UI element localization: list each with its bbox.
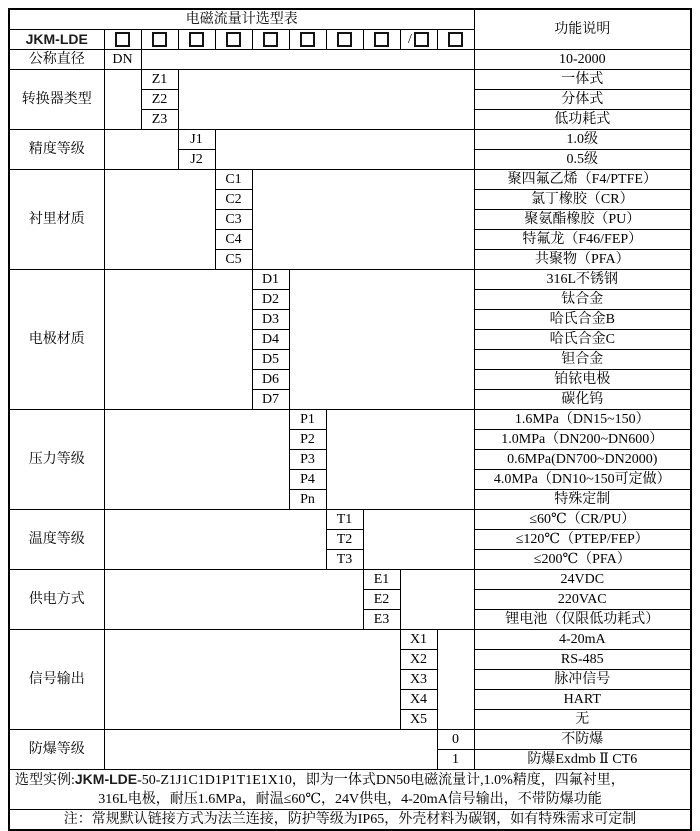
function-header: 功能说明: [474, 9, 691, 50]
filler-cell: [104, 630, 400, 730]
selection-example-line1: [10, 770, 690, 790]
code-box-cell-3: [178, 30, 215, 50]
code-cell: J2: [178, 150, 215, 170]
table-title: 电磁流量计选型表: [9, 9, 474, 30]
filler-cell: [104, 570, 363, 630]
code-box-cell-8: [363, 30, 400, 50]
code-cell: X1: [400, 630, 437, 650]
code-cell: P3: [289, 450, 326, 470]
filler-cell: [215, 130, 474, 170]
code-cell: D6: [252, 370, 289, 390]
code-cell: 0: [437, 730, 474, 750]
model-code-checkbox-2[interactable]: [152, 32, 167, 47]
value-cell: HART: [474, 690, 691, 710]
value-cell: 无: [474, 710, 691, 730]
code-cell: E1: [363, 570, 400, 590]
category-accuracy-class: 精度等级: [9, 130, 104, 170]
value-cell: 4-20mA: [474, 630, 691, 650]
model-code-checkbox-10[interactable]: [448, 32, 463, 47]
code-cell: 1: [437, 750, 474, 770]
code-cell: D3: [252, 310, 289, 330]
model-prefix: JKM-LDE: [9, 30, 104, 50]
code-cell: P2: [289, 430, 326, 450]
code-cell: D4: [252, 330, 289, 350]
code-cell: T2: [326, 530, 363, 550]
code-cell: Z2: [141, 90, 178, 110]
value-cell: 1.6MPa（DN15~150）: [474, 410, 691, 430]
filler-cell: [104, 70, 141, 130]
category-transducer-type: 转换器类型: [9, 70, 104, 130]
code-box-cell-10: [437, 30, 474, 50]
filler-cell: [437, 630, 474, 730]
value-cell: 1.0MPa（DN200~DN600）: [474, 430, 691, 450]
value-cell: 铂铱电极: [474, 370, 691, 390]
category-temperature-class: 温度等级: [9, 510, 104, 570]
value-cell: ≤120℃（PTEP/FEP）: [474, 530, 691, 550]
code-cell: C5: [215, 250, 252, 270]
value-cell: 24VDC: [474, 570, 691, 590]
value-cell: 特氟龙（F46/FEP）: [474, 230, 691, 250]
value-cell: 钛合金: [474, 290, 691, 310]
filler-cell: [400, 570, 474, 630]
value-cell: 4.0MPa（DN10~150可定做）: [474, 470, 691, 490]
code-cell: C3: [215, 210, 252, 230]
value-cell: 防爆Exdmb Ⅱ CT6: [474, 750, 691, 770]
code-box-cell-4: [215, 30, 252, 50]
category-power-supply: 供电方式: [9, 570, 104, 630]
filler-cell: [141, 50, 474, 70]
value-cell: RS-485: [474, 650, 691, 670]
category-pressure-class: 压力等级: [9, 410, 104, 510]
value-cell-dn: 10-2000: [474, 50, 691, 70]
value-cell: 氯丁橡胶（CR）: [474, 190, 691, 210]
value-cell: 哈氏合金C: [474, 330, 691, 350]
model-code-checkbox-7[interactable]: [337, 32, 352, 47]
selection-example: [9, 770, 691, 810]
filler-cell: [104, 270, 252, 410]
category-nominal-diameter: 公称直径: [9, 50, 104, 70]
code-cell: Z3: [141, 110, 178, 130]
code-box-cell-9: [400, 30, 437, 50]
code-cell: D7: [252, 390, 289, 410]
code-box-cell-6: [289, 30, 326, 50]
category-signal-output: 信号输出: [9, 630, 104, 730]
value-cell: 不防爆: [474, 730, 691, 750]
example-line1-rest: -50-Z1J1C1D1P1T1E1X10，即为一体式DN50电磁流量计,1.0%精度，四氟衬里，: [137, 773, 625, 789]
value-cell: 钽合金: [474, 350, 691, 370]
value-cell: 低功耗式: [474, 110, 691, 130]
code-cell: Z1: [141, 70, 178, 90]
value-cell: 聚氨酯橡胶（PU）: [474, 210, 691, 230]
code-cell: E2: [363, 590, 400, 610]
value-cell: 分体式: [474, 90, 691, 110]
code-cell: P4: [289, 470, 326, 490]
example-prefix: 选型实例:: [15, 773, 75, 789]
filler-cell: [104, 410, 289, 510]
code-cell: D5: [252, 350, 289, 370]
code-cell: J1: [178, 130, 215, 150]
code-cell: T3: [326, 550, 363, 570]
filler-cell: [252, 170, 474, 270]
model-code-checkbox-5[interactable]: [263, 32, 278, 47]
code-cell: T1: [326, 510, 363, 530]
code-cell: Pn: [289, 490, 326, 510]
value-cell: 220VAC: [474, 590, 691, 610]
value-cell: 316L不锈钢: [474, 270, 691, 290]
model-code-checkbox-6[interactable]: [300, 32, 315, 47]
filler-cell: [363, 510, 474, 570]
filler-cell: [289, 270, 474, 410]
code-box-cell-1: [104, 30, 141, 50]
flowmeter-selection-table: [8, 8, 692, 831]
value-cell: ≤200℃（PFA）: [474, 550, 691, 570]
code-cell: E3: [363, 610, 400, 630]
code-box-cell-5: [252, 30, 289, 50]
code-cell: D1: [252, 270, 289, 290]
value-cell: 锂电池（仅限低功耗式）: [474, 610, 691, 630]
footnote: 注：常规默认链接方式为法兰连接，防护等级为IP65，外壳材料为碳钢，如有特殊需求可定制: [9, 810, 691, 831]
code-cell: X4: [400, 690, 437, 710]
value-cell: 特殊定制: [474, 490, 691, 510]
code-cell: C1: [215, 170, 252, 190]
value-cell: 哈氏合金B: [474, 310, 691, 330]
value-cell: 共聚物（PFA）: [474, 250, 691, 270]
value-cell: 1.0级: [474, 130, 691, 150]
category-explosion-proof-class: 防爆等级: [9, 730, 104, 770]
model-code-checkbox-1[interactable]: [115, 32, 130, 47]
filler-cell: [326, 410, 474, 510]
code-cell: D2: [252, 290, 289, 310]
code-cell-dn: DN: [104, 50, 141, 70]
code-cell: C4: [215, 230, 252, 250]
value-cell: 脉冲信号: [474, 670, 691, 690]
code-cell: P1: [289, 410, 326, 430]
model-code-checkbox-9[interactable]: [414, 32, 429, 47]
filler-cell: [104, 170, 215, 270]
code-cell: C2: [215, 190, 252, 210]
code-cell: X3: [400, 670, 437, 690]
slash-separator: /: [408, 32, 412, 48]
value-cell: 碳化钨: [474, 390, 691, 410]
model-code-checkbox-4[interactable]: [226, 32, 241, 47]
filler-cell: [104, 730, 437, 770]
category-electrode-material: 电极材质: [9, 270, 104, 410]
example-model-code: JKM-LDE: [74, 771, 138, 788]
selection-example-line2: 316L电极，耐压1.6MPa，耐温≤60℃，24V供电，4-20mA信号输出，不带防爆功能: [98, 792, 602, 808]
category-liner-material: 衬里材质: [9, 170, 104, 270]
value-cell: 0.6MPa(DN700~DN2000): [474, 450, 691, 470]
filler-cell: [178, 70, 474, 130]
code-cell: X5: [400, 710, 437, 730]
filler-cell: [104, 510, 326, 570]
filler-cell: [104, 130, 178, 170]
value-cell: 0.5级: [474, 150, 691, 170]
code-box-cell-7: [326, 30, 363, 50]
value-cell: 一体式: [474, 70, 691, 90]
model-code-checkbox-3[interactable]: [189, 32, 204, 47]
value-cell: 聚四氟乙烯（F4/PTFE）: [474, 170, 691, 190]
code-cell: X2: [400, 650, 437, 670]
model-code-checkbox-8[interactable]: [374, 32, 389, 47]
code-box-cell-2: [141, 30, 178, 50]
value-cell: ≤60℃（CR/PU）: [474, 510, 691, 530]
